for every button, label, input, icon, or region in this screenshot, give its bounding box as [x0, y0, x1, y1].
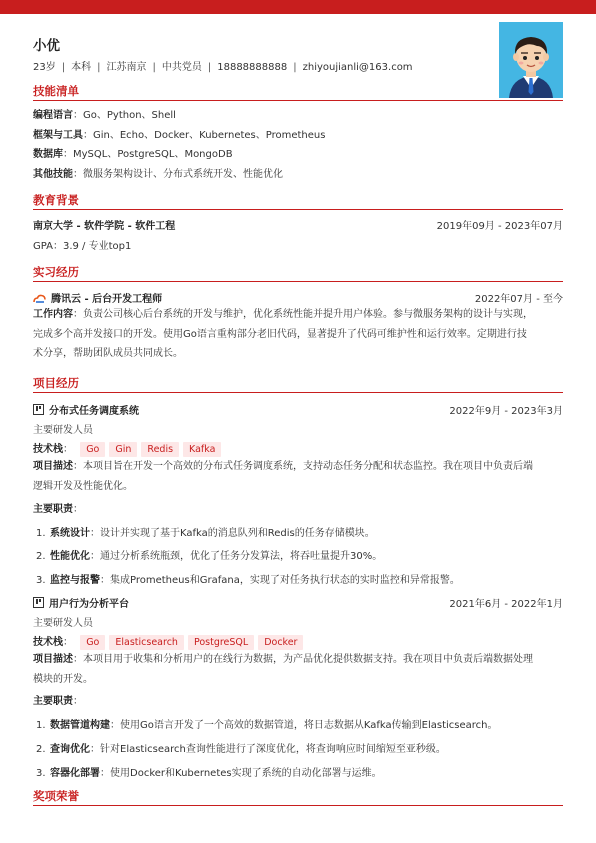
project-description: 项目描述：本项目旨在开发一个高效的分布式任务调度系统，支持动态任务分配和状态监控。我在项目中负责后端 逻辑开发及性能优化。 [33, 461, 533, 492]
duty-item: 2. 查询优化：针对Elasticsearch查询性能进行了深度优化，将查询响应时间缩短至亚秒级。 [36, 744, 446, 755]
skill-row: 数据库：MySQL、PostgreSQL、MongoDB [33, 149, 233, 160]
tech-tag: Go [80, 442, 105, 457]
section-title-skills: 技能清单 [33, 84, 79, 98]
candidate-name: 小优 [33, 38, 60, 54]
duty-heading: 主要职责： [33, 504, 83, 515]
email: zhiyoujianli@163.com [302, 62, 413, 73]
section-title-projects: 项目经历 [33, 376, 79, 390]
project-title: 用户行为分析平台 [33, 595, 129, 610]
internship-period: 2022年07月 - 至今 [474, 294, 563, 305]
gpa: GPA：3.9 / 专业top1 [33, 241, 132, 252]
project-description: 项目描述：本项目用于收集和分析用户的在线行为数据，为产品优化提供数据支持。我在项目中负责后端数据处理 模块的开发。 [33, 654, 533, 685]
section-divider [33, 209, 563, 210]
location: 江苏南京 [106, 62, 147, 73]
education-period: 2019年09月 - 2023年07月 [436, 221, 563, 232]
project-board-icon [33, 597, 44, 608]
duty-item: 2. 性能优化：通过分析系统瓶颈，优化了任务分发算法，将吞吐量提升30%。 [36, 551, 383, 562]
degree: 本科 [71, 62, 92, 73]
duty-item: 1. 数据管道构建：使用Go语言开发了一个高效的数据管道，将日志数据从Kafka传输到Elasticsearch。 [36, 720, 498, 731]
school-name: 南京大学 - 软件学院 - 软件工程 [33, 221, 176, 232]
project-title: 分布式任务调度系统 [33, 402, 139, 417]
internship-company: 腾讯云 - 后台开发工程师 [33, 290, 162, 307]
internship-content: 工作内容：负责公司核心后台系统的开发与维护，优化系统性能并提升用户体验。参与微服务架构的设计与实现， 完成多个高并发接口的开发。使用Go语言重构部分老旧代码，显著提升了代码可维护性和运行效率。定期进行技 术分享，帮助团队成员共同成长。 [33, 309, 533, 359]
politics: 中共党员 [161, 62, 202, 73]
tech-tag: Kafka [183, 442, 221, 457]
section-title-education: 教育背景 [33, 193, 79, 207]
project-stack: 技术栈： Go Gin Redis Kafka [33, 440, 221, 457]
skill-row: 框架与工具：Gin、Echo、Docker、Kubernetes、Prometheus [33, 130, 326, 141]
project-period: 2021年6月 - 2022年1月 [449, 599, 563, 610]
tech-tag: Gin [109, 442, 137, 457]
tech-tag: Redis [141, 442, 179, 457]
tech-tag: Go [80, 635, 105, 650]
project-period: 2022年9月 - 2023年3月 [449, 406, 563, 417]
duty-heading: 主要职责： [33, 696, 83, 707]
personal-info: 23岁 | 本科 | 江苏南京 | 中共党员 | 18888888888 | zhiyoujianli@163.com [33, 62, 413, 73]
duty-item: 1. 系统设计：设计并实现了基于Kafka的消息队列和Redis的任务存储模块。 [36, 528, 375, 539]
phone: 18888888888 [217, 62, 288, 73]
section-divider [33, 392, 563, 393]
project-role: 主要研发人员 [33, 618, 93, 629]
tech-tag: Elasticsearch [109, 635, 184, 650]
skill-row: 其他技能：微服务架构设计、分布式系统开发、性能优化 [33, 169, 283, 180]
tech-tag: Docker [258, 635, 303, 650]
duty-item: 3. 容器化部署：使用Docker和Kubernetes实现了系统的自动化部署与运维。 [36, 768, 382, 779]
section-title-awards: 奖项荣誉 [33, 789, 79, 803]
tech-tag: PostgreSQL [188, 635, 254, 650]
skill-row: 编程语言：Go、Python、Shell [33, 110, 176, 121]
age: 23岁 [33, 62, 56, 73]
project-role: 主要研发人员 [33, 425, 93, 436]
section-divider [33, 281, 563, 282]
section-divider [33, 805, 563, 806]
section-divider [33, 100, 563, 101]
section-title-internship: 实习经历 [33, 265, 79, 279]
top-accent-bar [0, 0, 596, 14]
duty-item: 3. 监控与报警：集成Prometheus和Grafana，实现了对任务执行状态的实时监控和异常报警。 [36, 575, 460, 586]
project-board-icon [33, 404, 44, 415]
avatar [499, 22, 563, 98]
project-stack: 技术栈： Go Elasticsearch PostgreSQL Docker [33, 633, 303, 650]
